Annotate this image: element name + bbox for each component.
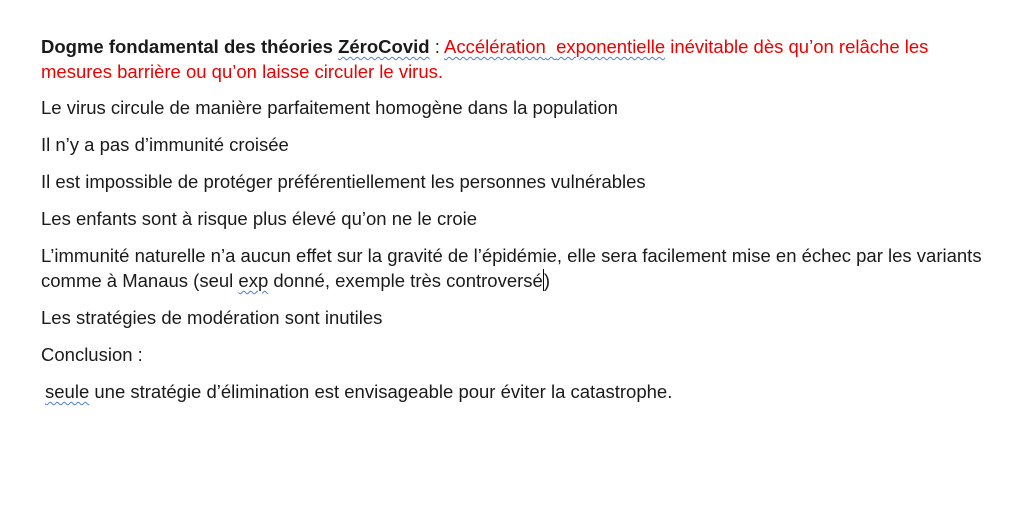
line-natural-immunity-after: donné, exemple très controversé — [268, 270, 543, 291]
heading-red-rest: inévitable dès qu’on relâche les mesures barrière ou qu’on laisse circuler le virus. — [41, 36, 929, 82]
line-cross-immunity: Il n’y a pas d’immunité croisée — [41, 134, 289, 155]
document-body[interactable] — [41, 34, 1001, 416]
line-homogeneous: Le virus circule de manière parfaitement homogène dans la population — [41, 97, 618, 118]
line-conclusion-squiggled: seule — [45, 381, 90, 402]
heading-bold-prefix: Dogme fondamental des théories — [41, 36, 339, 57]
line-natural-immunity-closing: ) — [543, 270, 550, 291]
line-conclusion-label: Conclusion : — [41, 344, 143, 365]
heading-paragraph — [41, 34, 1001, 84]
heading-bold-squiggled-word: ZéroCovid — [338, 36, 430, 57]
heading-separator: : — [429, 36, 444, 57]
line-children-risk: Les enfants sont à risque plus élevé qu’on ne le croie — [41, 208, 478, 229]
line-conclusion-rest: une stratégie d’élimination est envisageable pour éviter la catastrophe. — [89, 381, 673, 402]
line-natural-immunity-text: L’immunité naturelle n’a aucun effet sur la gravité de l’épidémie, elle sera facilement mise en échec par les variants comme à Manaus (seul — [41, 245, 982, 291]
heading-red-space — [546, 36, 556, 57]
line-natural-immunity-squiggled: exp — [238, 270, 269, 291]
heading-red-squiggled-word-2: exponentielle — [556, 36, 666, 57]
heading-red-squiggled-word-1: Accélération — [443, 36, 546, 57]
line-natural-immunity — [41, 243, 1001, 293]
line-protect-vulnerable: Il est impossible de protéger préférentiellement les personnes vulnérables — [41, 171, 646, 192]
line-conclusion-text — [41, 379, 1001, 404]
line-moderation: Les stratégies de modération sont inutiles — [41, 307, 383, 328]
